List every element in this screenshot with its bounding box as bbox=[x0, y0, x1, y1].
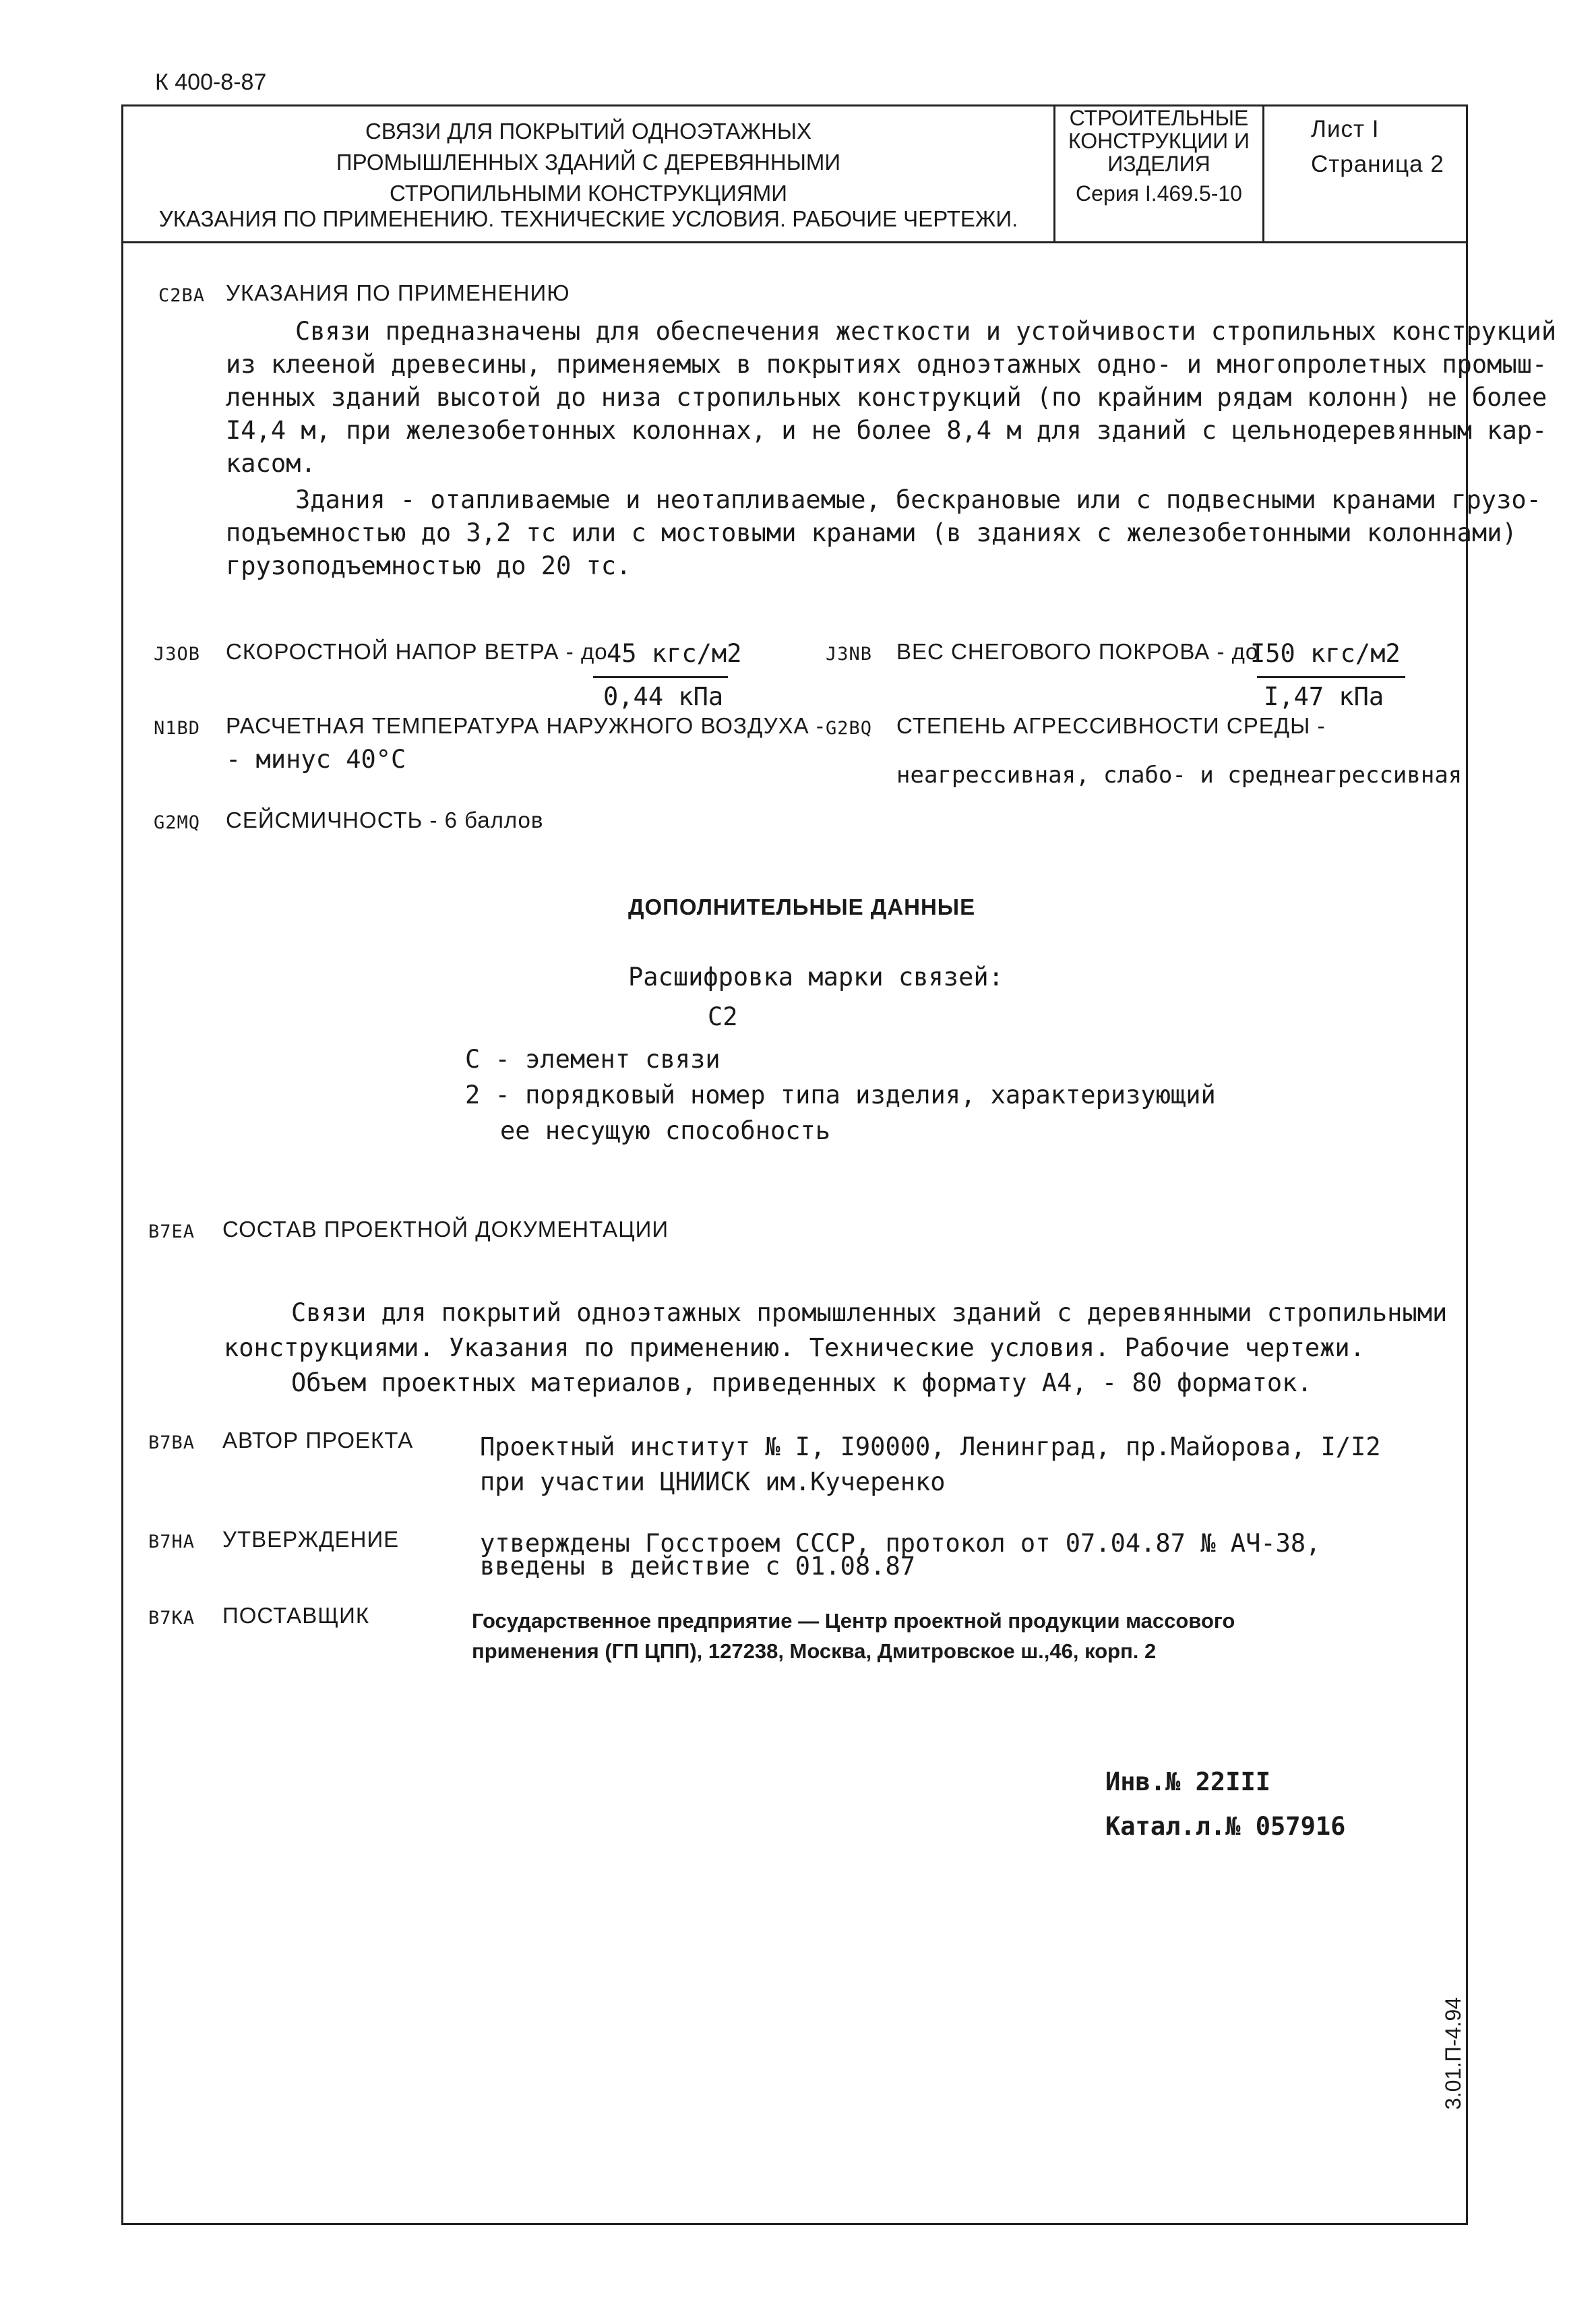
header-sheet: Лист I bbox=[1311, 116, 1380, 142]
author-label: АВТОР ПРОЕКТА bbox=[222, 1428, 414, 1453]
mark-code: С2 bbox=[708, 1002, 738, 1031]
snow-label: ВЕС СНЕГОВОГО ПОКРОВА - до bbox=[896, 639, 1259, 664]
decode-title: Расшифровка марки связей: bbox=[628, 963, 1004, 992]
usage-para-line: Здания - отапливаемые и неотапливаемые, бескрановые или с подвесными кранами грузо- bbox=[295, 485, 1541, 514]
snow-fraction-bar bbox=[1257, 676, 1405, 678]
aggr-code: G2BQ bbox=[826, 718, 873, 739]
wind-code: J3OB bbox=[154, 644, 201, 665]
header-page: Страница 2 bbox=[1311, 151, 1444, 177]
author-line: при участии ЦНИИСК им.Кучеренко bbox=[480, 1467, 946, 1496]
header-title-line: ПРОМЫШЛЕННЫХ ЗДАНИЙ С ДЕРЕВЯННЫМИ bbox=[336, 150, 841, 175]
header-title-line: СТРОПИЛЬНЫМИ КОНСТРУКЦИЯМИ bbox=[390, 181, 787, 206]
snow-code: J3NB bbox=[826, 644, 873, 665]
wind-label: СКОРОСТНОЙ НАПОР ВЕТРА - до bbox=[226, 639, 608, 664]
extra-heading: ДОПОЛНИТЕЛЬНЫЕ ДАННЫЕ bbox=[628, 894, 976, 919]
approval-line: введены в действие с 01.08.87 bbox=[480, 1552, 916, 1581]
header-title-line: УКАЗАНИЯ ПО ПРИМЕНЕНИЮ. ТЕХНИЧЕСКИЕ УСЛОВИЯ. РАБОЧИЕ ЧЕРТЕЖИ. bbox=[158, 206, 1018, 231]
header-category-line: СТРОИТЕЛЬНЫЕ bbox=[1069, 106, 1249, 130]
wind-sub-value: 0,44 кПа bbox=[603, 682, 724, 711]
wind-value: 45 кгс/м2 bbox=[607, 639, 742, 668]
header-col-divider-2 bbox=[1262, 104, 1264, 243]
seism-code: G2MQ bbox=[154, 812, 201, 833]
snow-sub-value: I,47 кПа bbox=[1264, 682, 1384, 711]
approval-code: B7HA bbox=[148, 1531, 195, 1552]
usage-para-line: грузоподъемностью до 20 тс. bbox=[226, 551, 632, 580]
snow-value: I50 кгс/м2 bbox=[1250, 639, 1401, 668]
header-category-line: ИЗДЕЛИЯ bbox=[1107, 152, 1210, 176]
inventory-number: Инв.№ 22III bbox=[1105, 1767, 1271, 1796]
usage-code: C2BA bbox=[158, 285, 206, 306]
docs-code: B7EA bbox=[148, 1221, 195, 1242]
header-title-line: СВЯЗИ ДЛЯ ПОКРЫТИЙ ОДНОЭТАЖНЫХ bbox=[365, 119, 812, 144]
header-title bbox=[123, 116, 1053, 235]
author-line: Проектный институт № I, I90000, Ленинград, пр.Майорова, I/I2 bbox=[480, 1432, 1381, 1461]
usage-para-line: из клееной древесины, применяемых в покрытиях одноэтажных одно- и многопролетных промыш- bbox=[226, 350, 1547, 379]
docs-heading: СОСТАВ ПРОЕКТНОЙ ДОКУМЕНТАЦИИ bbox=[222, 1217, 669, 1242]
aggr-value: неагрессивная, слабо- и среднеагрессивная bbox=[896, 762, 1463, 789]
docs-line: Связи для покрытий одноэтажных промышленных зданий с деревянными стропильными bbox=[291, 1298, 1448, 1327]
aggr-label: СТЕПЕНЬ АГРЕССИВНОСТИ СРЕДЫ - bbox=[896, 713, 1326, 738]
supplier-code: B7KA bbox=[148, 1608, 195, 1629]
author-code: B7BA bbox=[148, 1432, 195, 1453]
temp-label: РАСЧЕТНАЯ ТЕМПЕРАТУРА НАРУЖНОГО ВОЗДУХА - bbox=[226, 713, 824, 738]
header-series: Серия I.469.5-10 bbox=[1076, 181, 1242, 206]
supplier-line: Государственное предприятие — Центр проектной продукции массового bbox=[472, 1609, 1235, 1633]
side-code: 3.01.П-4.94 bbox=[1441, 1997, 1465, 2110]
docs-line: Объем проектных материалов, приведенных к формату А4, - 80 форматок. bbox=[291, 1368, 1312, 1397]
seism-label: СЕЙСМИЧНОСТЬ - 6 баллов bbox=[226, 808, 544, 832]
temp-code: N1BD bbox=[154, 718, 201, 739]
usage-para-line: касом. bbox=[226, 449, 316, 478]
supplier-line: применения (ГП ЦПП), 127238, Москва, Дмитровское ш.,46, корп. 2 bbox=[472, 1639, 1157, 1663]
usage-para-line: I4,4 м, при железобетонных колоннах, и не более 8,4 м для зданий с цельнодеревянным кар- bbox=[226, 416, 1547, 445]
catalog-number: Катал.л.№ 057916 bbox=[1105, 1812, 1346, 1841]
mark-item: С - элемент связи bbox=[465, 1045, 720, 1074]
usage-heading: УКАЗАНИЯ ПО ПРИМЕНЕНИЮ bbox=[226, 280, 570, 305]
usage-para-line: Связи предназначены для обеспечения жесткости и устойчивости стропильных конструкций bbox=[295, 317, 1557, 346]
header-category-line: КОНСТРУКЦИИ И bbox=[1068, 129, 1250, 153]
docs-line: конструкциями. Указания по применению. Технические условия. Рабочие чертежи. bbox=[224, 1333, 1365, 1362]
header-category bbox=[1055, 107, 1262, 205]
usage-para-line: подъемностью до 3,2 тс или с мостовыми кранами (в зданиях с железобетонными колоннами) bbox=[226, 518, 1517, 547]
approval-line: утверждены Госстроем СССР, протокол от 07.04.87 № АЧ-38, bbox=[480, 1529, 1321, 1558]
mark-item: ее несущую способность bbox=[500, 1116, 831, 1145]
doc-code: К 400-8-87 bbox=[155, 69, 267, 95]
mark-item: 2 - порядковый номер типа изделия, характеризующий bbox=[465, 1081, 1216, 1109]
wind-fraction-bar bbox=[593, 676, 728, 678]
temp-value: - минус 40°C bbox=[226, 745, 406, 774]
usage-para-line: ленных зданий высотой до низа стропильных конструкций (по крайним рядам колонн) не более bbox=[226, 383, 1547, 412]
approval-label: УТВЕРЖДЕНИЕ bbox=[222, 1527, 400, 1552]
supplier-label: ПОСТАВЩИК bbox=[222, 1603, 370, 1628]
